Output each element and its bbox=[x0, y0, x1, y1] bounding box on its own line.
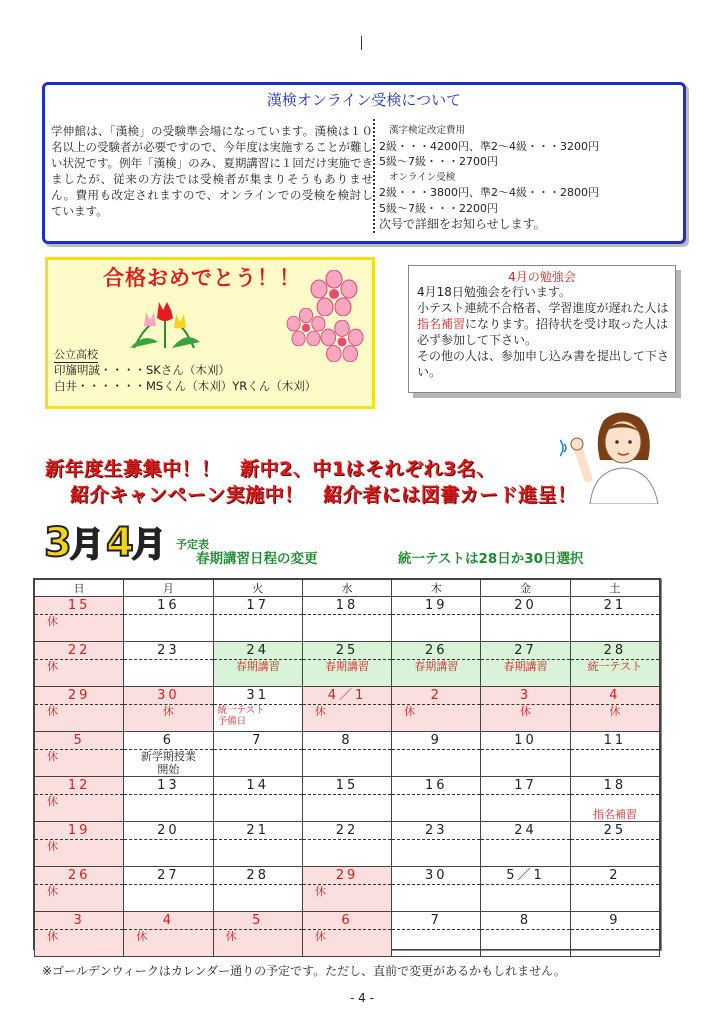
day-number: 28 bbox=[214, 867, 302, 885]
day-number: 3 bbox=[35, 912, 123, 930]
day-number: 9 bbox=[392, 732, 480, 750]
day-number: 22 bbox=[35, 642, 123, 660]
day-number: 29 bbox=[35, 687, 123, 705]
calendar-day-cell bbox=[392, 822, 481, 867]
calendar-week-row bbox=[35, 777, 660, 822]
calendar-day-cell bbox=[124, 732, 213, 777]
calendar-day-cell bbox=[570, 912, 659, 957]
day-note: 休 bbox=[162, 705, 174, 718]
day-number: 4 bbox=[124, 912, 212, 930]
calendar-day-cell bbox=[124, 867, 213, 912]
day-number: 30 bbox=[392, 867, 480, 885]
day-note: 休 bbox=[47, 750, 58, 763]
kanken-title: 漢検オンライン受検について bbox=[266, 91, 462, 109]
spring-course-change: 春期講習日程の変更 bbox=[196, 551, 318, 567]
weekday-header: 木 bbox=[392, 580, 481, 597]
calendar-week-row bbox=[35, 912, 660, 957]
calendar-day-cell bbox=[302, 777, 391, 822]
day-number: 14 bbox=[214, 777, 302, 795]
day-note: 休 bbox=[136, 930, 148, 943]
calendar-day-cell bbox=[570, 642, 659, 687]
day-note: 予備日 bbox=[217, 716, 247, 727]
calendar-day-cell bbox=[124, 687, 213, 732]
day-number: 8 bbox=[481, 912, 569, 930]
day-number: 10 bbox=[481, 732, 569, 750]
schedule-calendar bbox=[33, 578, 661, 950]
calendar-day-cell bbox=[481, 642, 570, 687]
calendar-day-cell bbox=[392, 867, 481, 912]
calendar-day-cell bbox=[392, 732, 481, 777]
calendar-day-cell bbox=[213, 687, 302, 732]
day-number: 25 bbox=[303, 642, 391, 660]
day-number: 21 bbox=[214, 822, 302, 840]
passed-student-line: 白井・・・・・・MSくん（木刈）YRくん（木刈） bbox=[54, 379, 317, 393]
day-number: 5 bbox=[35, 732, 123, 750]
day-note: 休 bbox=[47, 840, 58, 853]
weekday-header: 金 bbox=[481, 580, 570, 597]
calendar-day-cell bbox=[481, 867, 570, 912]
study-paragraph bbox=[417, 300, 673, 348]
kanken-divider bbox=[373, 119, 375, 233]
day-number: 15 bbox=[35, 597, 123, 615]
weekday-header: 火 bbox=[213, 580, 302, 597]
calendar-day-cell bbox=[213, 597, 302, 642]
day-note: 統一テスト bbox=[587, 660, 643, 673]
day-number: 4／1 bbox=[303, 687, 391, 705]
recruit-line-1: 新年度生募集中！！ 新中2、中1はそれぞれ3名、 bbox=[45, 458, 496, 480]
study-paragraph: その他の人は、参加申し込み書を提出して下さい。 bbox=[417, 349, 670, 379]
calendar-day-cell bbox=[481, 777, 570, 822]
march-april-title-art bbox=[40, 512, 174, 564]
day-note: 休 bbox=[609, 705, 621, 718]
day-number: 7 bbox=[214, 732, 302, 750]
calendar-day-cell bbox=[35, 912, 124, 957]
svg-text:3: 3 bbox=[44, 520, 72, 564]
day-number: 11 bbox=[571, 732, 659, 750]
calendar-day-cell bbox=[570, 732, 659, 777]
day-note: 指名補習 bbox=[592, 808, 637, 821]
calendar-day-cell bbox=[481, 822, 570, 867]
day-number: 23 bbox=[124, 642, 212, 660]
calendar-day-cell bbox=[124, 822, 213, 867]
calendar-week-row bbox=[35, 642, 660, 687]
calendar-day-cell bbox=[570, 822, 659, 867]
passed-student-line: 印旛明誠・・・・SKさん（木刈） bbox=[54, 363, 230, 377]
calendar-day-cell bbox=[213, 777, 302, 822]
day-note: 休 bbox=[47, 660, 58, 673]
day-note: 新学期授業 bbox=[140, 750, 196, 763]
calendar-day-cell bbox=[570, 867, 659, 912]
weekday-header: 日 bbox=[35, 580, 124, 597]
fee-line: 2級・・・3800円、準2～4級・・・2800円 bbox=[379, 186, 599, 200]
weekday-header: 月 bbox=[124, 580, 213, 597]
day-number: 12 bbox=[35, 777, 123, 795]
congrats-box bbox=[45, 257, 375, 409]
day-number: 15 bbox=[303, 777, 391, 795]
fee-line: 5級～7級・・・2700円 bbox=[379, 155, 498, 169]
day-note: 休 bbox=[314, 930, 326, 943]
day-number: 26 bbox=[35, 867, 123, 885]
fee-line: 5級～7級・・・2200円 bbox=[379, 201, 498, 215]
day-number: 28 bbox=[571, 642, 659, 660]
unified-test-choice: 統一テストは28日か30日選択 bbox=[398, 551, 584, 567]
schedule-tag: 予定表 bbox=[176, 538, 209, 551]
calendar-day-cell bbox=[392, 777, 481, 822]
day-number: 2 bbox=[392, 687, 480, 705]
day-note: 休 bbox=[47, 795, 58, 808]
day-note: 春期講習 bbox=[414, 660, 459, 673]
day-number: 16 bbox=[124, 597, 212, 615]
day-number: 18 bbox=[571, 777, 659, 795]
designated-tutoring-text: 指名補習 bbox=[417, 317, 466, 331]
calendar-day-cell bbox=[302, 732, 391, 777]
calendar-day-cell bbox=[213, 867, 302, 912]
calendar-day-cell bbox=[392, 687, 481, 732]
calendar-day-cell bbox=[213, 642, 302, 687]
calendar-week-row bbox=[35, 822, 660, 867]
calendar-day-cell bbox=[213, 822, 302, 867]
kanken-closing: 次号で詳細をお知らせします。 bbox=[379, 216, 546, 231]
congrats-title: 合格おめでとう！！ bbox=[103, 266, 301, 290]
day-number: 3 bbox=[481, 687, 569, 705]
day-number: 5 bbox=[214, 912, 302, 930]
day-number: 19 bbox=[392, 597, 480, 615]
day-number: 31 bbox=[214, 687, 302, 705]
calendar-day-cell bbox=[213, 912, 302, 957]
day-note: 休 bbox=[47, 615, 58, 628]
calendar-day-cell bbox=[35, 597, 124, 642]
calendar-day-cell bbox=[124, 642, 213, 687]
day-number: 24 bbox=[214, 642, 302, 660]
calendar-day-cell bbox=[481, 687, 570, 732]
calendar-day-cell bbox=[481, 732, 570, 777]
svg-text:月: 月 bbox=[132, 525, 166, 564]
kanken-fees bbox=[379, 123, 599, 232]
day-note: 春期講習 bbox=[235, 660, 280, 673]
calendar-day-cell bbox=[35, 687, 124, 732]
day-number: 26 bbox=[392, 642, 480, 660]
svg-text:4: 4 bbox=[106, 520, 134, 564]
calendar-day-cell bbox=[35, 732, 124, 777]
calendar-day-cell bbox=[302, 912, 391, 957]
day-number: 25 bbox=[571, 822, 659, 840]
fee-heading-revised: 漢字検定改定費用 bbox=[389, 125, 466, 136]
study-text: 小テスト連続不合格者、学習進度が遅れた人は bbox=[417, 301, 669, 315]
day-note: 春期講習 bbox=[324, 660, 369, 673]
calendar-week-row bbox=[35, 597, 660, 642]
day-number: 29 bbox=[303, 867, 391, 885]
day-number: 20 bbox=[481, 597, 569, 615]
svg-text:月: 月 bbox=[70, 525, 104, 564]
day-note: 休 bbox=[520, 705, 532, 718]
calendar-week-row bbox=[35, 867, 660, 912]
calendar-week-row bbox=[35, 732, 660, 777]
day-number: 7 bbox=[392, 912, 480, 930]
calendar-day-cell bbox=[124, 597, 213, 642]
calendar-day-cell bbox=[392, 642, 481, 687]
day-number: 27 bbox=[124, 867, 212, 885]
day-number: 6 bbox=[124, 732, 212, 750]
study-title: 4月の勉強会 bbox=[508, 270, 576, 284]
day-note: 休 bbox=[225, 930, 237, 943]
tulip-illustration bbox=[124, 298, 206, 350]
day-note: 休 bbox=[47, 885, 58, 898]
calendar-day-cell bbox=[124, 777, 213, 822]
day-number: 21 bbox=[571, 597, 659, 615]
day-number: 4 bbox=[571, 687, 659, 705]
day-note: 春期講習 bbox=[503, 660, 548, 673]
day-number: 9 bbox=[571, 912, 659, 930]
day-note: 休 bbox=[47, 705, 58, 718]
calendar-day-cell bbox=[570, 687, 659, 732]
day-note: 開始 bbox=[157, 763, 180, 776]
day-number: 19 bbox=[35, 822, 123, 840]
calendar-day-cell bbox=[481, 597, 570, 642]
calendar-day-cell bbox=[570, 597, 659, 642]
day-note: 休 bbox=[314, 885, 326, 898]
study-session-box bbox=[408, 265, 676, 393]
calendar-day-cell bbox=[302, 597, 391, 642]
calendar-day-cell bbox=[213, 732, 302, 777]
kanken-body: 学伸館は、「漢検」の受験準会場になっています。漢検は１０名以上の受験者が必要ですので、今年度は実施することが難しい状況です。例年「漢検」のみ、夏期講習に１回だけ実施できましたが、従来の方法では受検者が集まりそうもありません。費用も改定されますので、オンラインでの受検を検討しています。 bbox=[51, 124, 373, 218]
footnote: ※ゴールデンウィークはカレンダー通りの予定です。ただし、直前で変更があるかもしれません。 bbox=[42, 964, 566, 978]
day-number: 30 bbox=[124, 687, 212, 705]
day-note: 休 bbox=[404, 705, 416, 718]
day-number: 2 bbox=[571, 867, 659, 885]
top-mark bbox=[361, 36, 362, 50]
day-number: 16 bbox=[392, 777, 480, 795]
sakura-flower-icon bbox=[320, 320, 364, 362]
day-number: 24 bbox=[481, 822, 569, 840]
day-number: 13 bbox=[124, 777, 212, 795]
calendar-day-cell bbox=[302, 687, 391, 732]
day-note: 休 bbox=[47, 930, 58, 943]
calendar-day-cell bbox=[302, 822, 391, 867]
fee-line: 2級・・・4200円、準2～4級・・・3200円 bbox=[379, 139, 599, 153]
calendar-day-cell bbox=[570, 777, 659, 822]
calendar-week-row bbox=[35, 687, 660, 732]
day-number: 23 bbox=[392, 822, 480, 840]
fee-heading-online: オンライン受検 bbox=[389, 171, 456, 183]
day-note: 休 bbox=[314, 705, 326, 718]
calendar-day-cell bbox=[481, 912, 570, 957]
calendar-day-cell bbox=[35, 822, 124, 867]
day-note: 統一テスト bbox=[217, 705, 265, 716]
recruit-line-2: 紹介キャンペーン実施中！ 紹介者には図書カード進呈！ bbox=[70, 484, 577, 506]
kanken-notice-box bbox=[42, 82, 686, 244]
calendar-day-cell bbox=[124, 912, 213, 957]
weekday-header: 土 bbox=[570, 580, 659, 597]
study-body bbox=[417, 284, 673, 380]
study-text: になります。招待状を受け取った人は必ず参加して下さい。 bbox=[417, 317, 669, 347]
day-number: 20 bbox=[124, 822, 212, 840]
page-number: - 4 - bbox=[350, 991, 374, 1005]
day-number: 5／1 bbox=[481, 867, 569, 885]
day-number: 22 bbox=[303, 822, 391, 840]
day-number: 6 bbox=[303, 912, 391, 930]
calendar-day-cell bbox=[302, 642, 391, 687]
calendar-day-cell bbox=[35, 777, 124, 822]
calendar-day-cell bbox=[392, 912, 481, 957]
calendar-day-cell bbox=[35, 867, 124, 912]
public-high-school-label: 公立高校 bbox=[54, 348, 98, 361]
calendar-day-cell bbox=[302, 867, 391, 912]
day-number: 17 bbox=[481, 777, 569, 795]
day-number: 17 bbox=[214, 597, 302, 615]
day-number: 8 bbox=[303, 732, 391, 750]
calendar-day-cell bbox=[392, 597, 481, 642]
day-number: 18 bbox=[303, 597, 391, 615]
weekday-header: 水 bbox=[302, 580, 391, 597]
study-paragraph: 4月18日勉強会を行います。 bbox=[417, 285, 571, 299]
day-number: 27 bbox=[481, 642, 569, 660]
calendar-day-cell bbox=[35, 642, 124, 687]
